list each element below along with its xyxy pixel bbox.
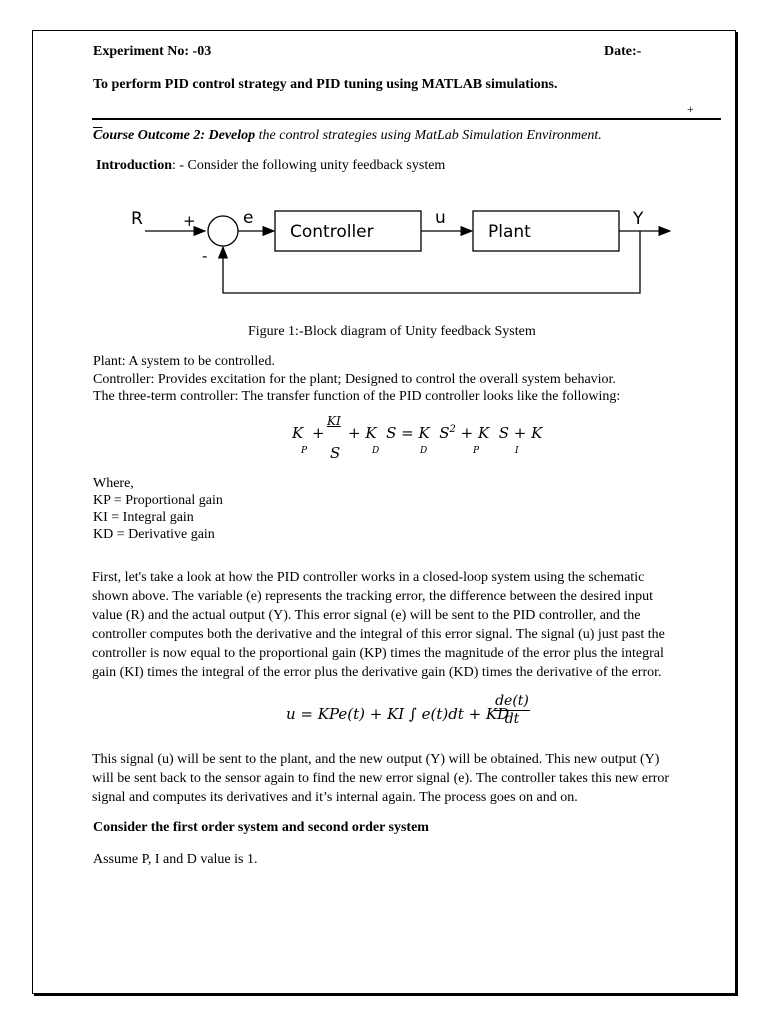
experiment-number: Experiment No: -03 [93, 44, 212, 59]
figure-caption: Figure 1:-Block diagram of Unity feedback System [248, 324, 536, 339]
experiment-title: To perform PID control strategy and PID tuning using MATLAB simulations. [93, 77, 558, 92]
plus-sign: + [183, 212, 196, 230]
course-outcome-text: the control strategies using MatLab Simulation Environment. [255, 128, 602, 143]
paragraph-line: will be sent back to the sensor again to find the new error signal (e). The controller takes this new error [92, 771, 670, 786]
derivative-fraction [494, 693, 530, 727]
paragraph-line: signal and computes its derivatives and it’s internal again. The process goes on and on. [92, 790, 578, 805]
date-label: Date:- [604, 44, 642, 59]
definition-plant: Plant: A system to be controlled. [93, 354, 275, 369]
consider-heading: Consider the first order system and second order system [93, 820, 429, 835]
summing-junction [208, 216, 238, 246]
course-outcome-label: ourse Outcome 2: Develop [102, 128, 256, 143]
error-label: e [243, 208, 254, 228]
controller-label: Controller [290, 222, 374, 242]
course-outcome [93, 128, 602, 144]
input-label-r: R [131, 209, 143, 229]
fraction-denominator: S [330, 444, 341, 462]
derivative-denominator: dt [504, 711, 520, 727]
paragraph-line: First, let's take a look at how the PID controller works in a closed-loop system using the schematic [92, 570, 645, 585]
sub-d1: D [372, 446, 380, 456]
sub-i: I [515, 446, 519, 456]
plant-label: Plant [488, 222, 531, 242]
paragraph-line: This signal (u) will be sent to the plant, and the new output (Y) will be obtained. This new output (Y) [92, 752, 660, 767]
plus-mark: + [687, 102, 694, 116]
introduction [96, 158, 445, 174]
header-rule [92, 118, 721, 120]
introduction-label: Introduction [96, 158, 172, 173]
definition-three-term: The three-term controller: The transfer function of the PID controller looks like the following: [93, 389, 621, 404]
where-label: Where, [93, 476, 134, 491]
sub-p1: P [301, 446, 308, 456]
paragraph-line: controller computes both the derivative and the integral of this error signal. The signal (u) just past the [92, 627, 665, 642]
assume-text: Assume P, I and D value is 1. [93, 852, 258, 867]
paragraph-line: controller is now equal to the proportional gain (KP) times the magnitude of the error plus the integral [92, 646, 664, 661]
sub-p2: P [473, 446, 480, 456]
gain-kp: KP = Proportional gain [93, 493, 223, 508]
course-outcome-c: $\overline{C}$ [93, 128, 103, 143]
gain-ki: KI = Integral gain [93, 510, 194, 525]
block-diagram [0, 195, 768, 305]
paragraph-pid-explanation [92, 568, 722, 682]
paragraph-line: gain (KI) times the integral of the error plus the derivative gain (KD) times the derivative of the error. [92, 665, 662, 680]
output-label-y: Y [633, 209, 644, 229]
sub-d2: D [420, 446, 428, 456]
paragraph-line: value (R) and the actual output (Y). This error signal (e) will be sent to the PID controller, and the [92, 608, 641, 623]
definition-controller: Controller: Provides excitation for the plant; Designed to control the overall system behavior. [93, 372, 616, 387]
derivative-numerator: de(t) [495, 693, 529, 709]
fraction-numerator: KI [327, 414, 341, 428]
control-law-equation [286, 705, 509, 723]
gain-kd: KD = Derivative gain [93, 527, 215, 542]
introduction-text: : - Consider the following unity feedback system [171, 158, 446, 173]
minus-sign: - [202, 247, 208, 265]
paragraph-feedback [92, 750, 722, 807]
control-law-main: u = KPe(t) + KI ∫ e(t)dt + KD [286, 705, 510, 723]
u-label: u [435, 208, 446, 228]
paragraph-line: shown above. The variable (e) represents the tracking error, the difference between the desired input [92, 589, 654, 604]
